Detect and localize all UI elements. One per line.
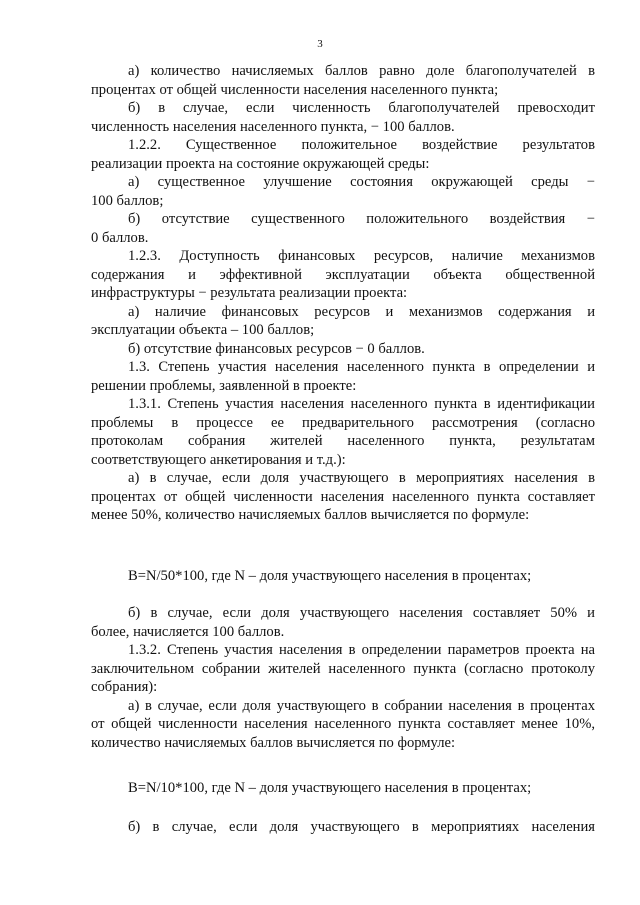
paragraph-line: количество начисляемых баллов вычисляется по формуле: — [91, 734, 456, 751]
paragraph-line: а) количество начисляемых баллов равно доле благополучателей в — [128, 63, 595, 79]
paragraph-line: от общей численности населения населенного пункта составляет менее 10%, — [91, 716, 595, 732]
paragraph-line: более, начисляется 100 баллов. — [91, 623, 285, 640]
paragraph-line: заключительном собрании жителей населенного пункта (согласно протоколу — [91, 660, 595, 677]
paragraph-line: а) существенное улучшение состояния окружающей среды − — [128, 174, 595, 190]
paragraph-line: а) наличие финансовых ресурсов и механизмов содержания и — [128, 303, 595, 320]
paragraph-line: 0 баллов. — [91, 229, 149, 246]
paragraph-line: б) отсутствие финансовых ресурсов − 0 баллов. — [128, 340, 425, 357]
formula-2: В=N/10*100, где N – доля участвующего населения в процентах; — [128, 780, 532, 796]
text-block-2 — [91, 604, 595, 752]
paragraph-line: б) в случае, если численность благополучателей превосходит — [128, 100, 595, 116]
paragraph-line: 1.2.3. Доступность финансовых ресурсов, наличие механизмов — [128, 248, 595, 264]
paragraph-line: менее 50%, количество начисляемых баллов вычисляется по формуле: — [91, 507, 530, 523]
paragraph-line: 1.2.2. Существенное положительное воздействие результатов — [128, 137, 595, 153]
paragraph-line: а) в случае, если доля участвующего в собрании населения в процентах — [128, 697, 595, 714]
paragraph-line: 1.3.2. Степень участия населения в определении параметров проекта на — [128, 642, 595, 658]
paragraph-line: 1.3. Степень участия населения населенного пункта в определении и — [128, 359, 595, 375]
paragraph-line: содержания и эффективной эксплуатации объекта общественной — [91, 266, 595, 283]
text-block-3 — [91, 818, 595, 837]
paragraph-line: протоколам собрания жителей населенного пункта, результатам — [91, 433, 595, 449]
paragraph-line: б) отсутствие существенного положительного воздействия − — [128, 211, 595, 227]
paragraph-line: проблемы в процессе ее предварительного рассмотрения (согласно — [91, 414, 595, 431]
paragraph-line: реализации проекта на состояние окружающей среды: — [91, 155, 430, 172]
paragraph-line: а) в случае, если доля участвующего в мероприятиях населения в — [128, 470, 595, 486]
paragraph-line: б) в случае, если доля участвующего населения составляет 50% и — [128, 605, 595, 621]
paragraph-line: эксплуатации объекта – 100 баллов; — [91, 322, 315, 338]
paragraph-line: б) в случае, если доля участвующего в мероприятиях населения — [128, 819, 595, 835]
paragraph-line: соответствующего анкетирования и т.д.): — [91, 451, 346, 468]
paragraph-line: 1.3.1. Степень участия населения населенного пункта в идентификации — [128, 396, 595, 412]
text-block-1 — [91, 62, 595, 525]
paragraph-line: процентах от общей численности населения населенного пункта составляет — [91, 488, 595, 505]
paragraph-line: инфраструктуры − результата реализации проекта: — [91, 285, 408, 301]
paragraph-line: процентах от общей численности населения населенного пункта; — [91, 81, 499, 98]
formula-1: В=N/50*100, где N – доля участвующего населения в процентах; — [128, 568, 532, 584]
page-number: 3 — [317, 38, 323, 50]
paragraph-line: решении проблемы, заявленной в проекте: — [91, 377, 357, 394]
paragraph-line: собрания): — [91, 679, 158, 695]
paragraph-line: 100 баллов; — [91, 192, 164, 209]
paragraph-line: численность населения населенного пункта, − 100 баллов. — [91, 118, 455, 135]
